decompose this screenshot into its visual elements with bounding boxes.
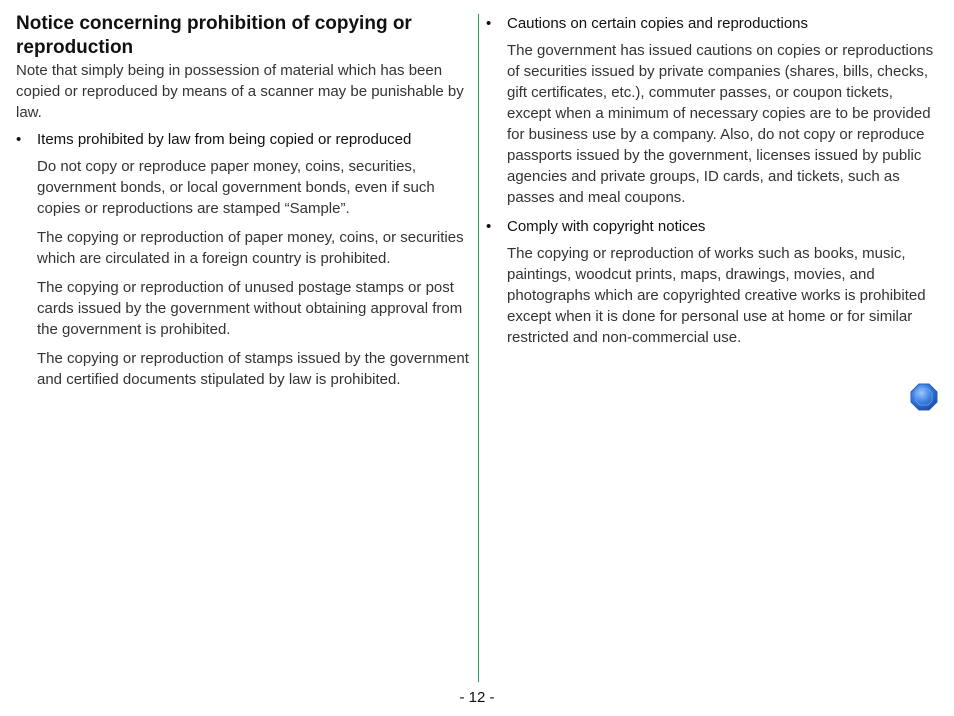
page-title: Notice concerning prohibition of copying or reproduction bbox=[16, 13, 412, 58]
bullet-item-prohibited bbox=[16, 129, 472, 150]
bullet-heading: Items prohibited by law from being copied or reproduced bbox=[37, 131, 412, 148]
paragraph: The copying or reproduction of works such as books, music, paintings, woodcut prints, maps, drawings, movies, and photographs which are copyrighted creative works is prohibited except when it is done for personal use at home or for similar restricted and non-commercial use. bbox=[507, 245, 926, 346]
bullet-dot: • bbox=[486, 218, 492, 235]
intro-text: Note that simply being in possession of material which has been copied or reproduced by means of a scanner may be punishable by law. bbox=[16, 62, 464, 121]
bullet-dot: • bbox=[16, 131, 22, 148]
paragraph: Do not copy or reproduce paper money, coins, securities, government bonds, or local government bonds, even if such copies or reproductions are stamped “Sample”. bbox=[37, 158, 435, 217]
paragraph: The government has issued cautions on copies or reproductions of securities issued by private companies (shares, bills, checks, gift certificates, etc.), commuter passes, or coupon tickets, except when a minimum of necessary copies are to be provided for business use by a company. Also, do not copy or reproduce passports issued by the government, licenses issued by public agencies and private groups, ID cards, and tickets, such as passes and meal coupons. bbox=[507, 42, 934, 206]
bullet-item-copyright bbox=[486, 216, 936, 237]
right-column bbox=[486, 13, 936, 356]
paragraph: The copying or reproduction of unused postage stamps or post cards issued by the government without obtaining approval from the government is prohibited. bbox=[37, 279, 463, 338]
bullet-item-cautions bbox=[486, 13, 936, 34]
bullet-heading: Comply with copyright notices bbox=[507, 218, 706, 235]
column-divider bbox=[478, 14, 479, 682]
paragraph: The copying or reproduction of stamps issued by the government and certified documents stipulated by law is prohibited. bbox=[37, 350, 469, 388]
paragraph: The copying or reproduction of paper money, coins, or securities which are circulated in a foreign country is prohibited. bbox=[37, 229, 464, 267]
bullet-heading: Cautions on certain copies and reproductions bbox=[507, 15, 809, 32]
blue-gem-icon[interactable] bbox=[910, 383, 938, 411]
left-column bbox=[16, 12, 472, 398]
bullet-dot: • bbox=[486, 15, 492, 32]
page-number: - 12 - bbox=[459, 689, 495, 706]
